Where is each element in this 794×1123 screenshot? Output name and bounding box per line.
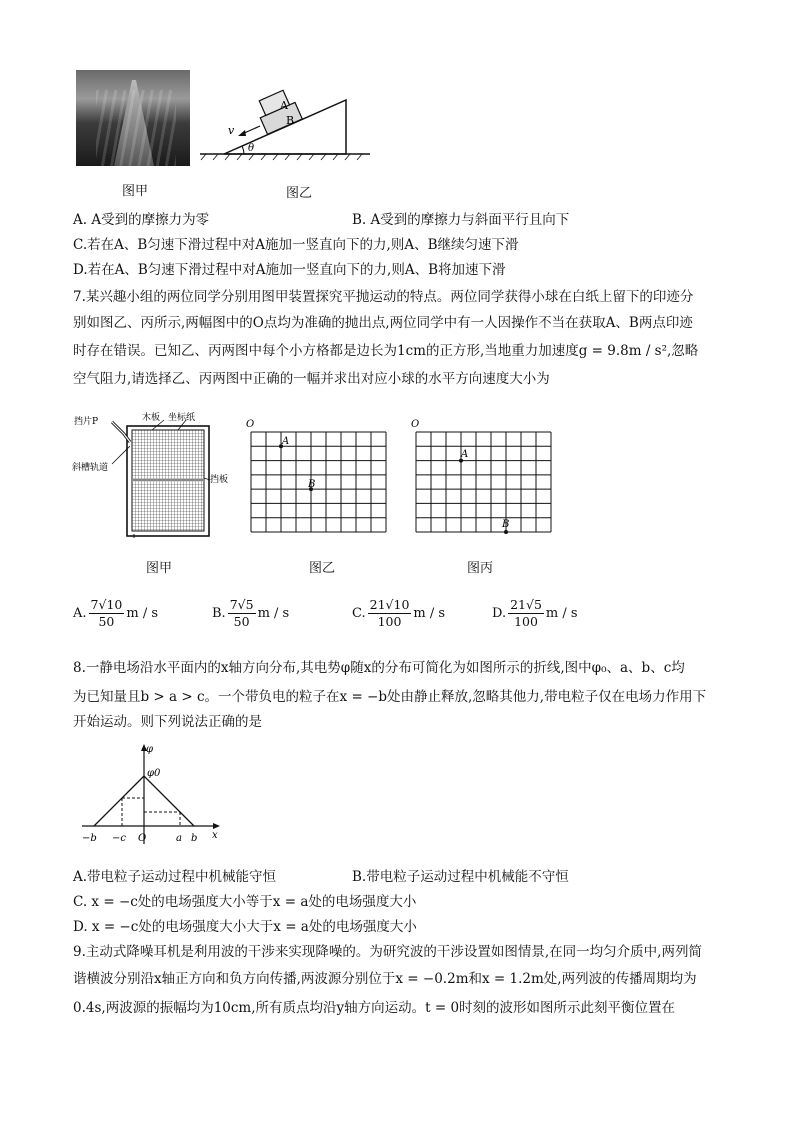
figure-caption-apparatus: 图甲 bbox=[146, 561, 173, 576]
figure-caption-grid-bing: 图丙 bbox=[467, 561, 494, 576]
phi-axis-label: φ bbox=[146, 744, 154, 755]
figure-caption-jia: 图甲 bbox=[122, 184, 149, 199]
grid-bing-origin-label: O bbox=[411, 419, 420, 430]
grid-bing-point-a-label: A bbox=[461, 449, 469, 460]
grid-figure-yi bbox=[244, 416, 394, 540]
q9-stem-line-3: 0.4s,两波源的振幅均为10cm,所有质点均沿y轴方向运动。t = 0时刻的波形如图所示此刻平衡位置在 bbox=[73, 1000, 676, 1016]
q6-option-b: B. A受到的摩擦力与斜面平行且向下 bbox=[352, 212, 570, 228]
q8-option-b: B.带电粒子运动过程中机械能不守恒 bbox=[352, 869, 569, 885]
baffle-p-label: 挡片P bbox=[74, 417, 99, 427]
grid-yi-point-b-label: B bbox=[308, 479, 316, 490]
q7-option-b: B. $\frac{7√5}{50}$ m / s bbox=[212, 597, 290, 629]
plate-label: 挡板 bbox=[210, 475, 229, 485]
figure-caption-grid-yi: 图乙 bbox=[309, 561, 336, 576]
q7-option-d: D. $\frac{21√5}{100}$ m / s bbox=[492, 597, 578, 629]
q9-stem-line-1: 9.主动式降噪耳机是利用波的干涉来实现降噪的。为研究波的干涉设置如图情景,在同一均匀介质中,两列简 bbox=[73, 944, 702, 960]
board-label: 木板 bbox=[142, 413, 161, 423]
grid-yi-origin-label: O bbox=[246, 419, 255, 430]
q7-option-a: A. $\frac{7√10}{50}$ m / s bbox=[73, 597, 159, 629]
q8-option-d: D. x = −c处的电场强度大小大于x = a处的电场强度大小 bbox=[73, 919, 417, 935]
q9-stem-line-2: 谐横波分别沿x轴正方向和负方向传播,两波源分别位于x = −0.2m和x = 1.2m处,两列波的传播周期均为 bbox=[73, 971, 697, 987]
apparatus-diagram bbox=[72, 412, 229, 542]
q8-stem-line-1: 8.一静电场沿水平面内的x轴方向分布,其电势φ随x的分布可简化为如图所示的折线,图中φ₀、a、b、c均 bbox=[73, 660, 685, 676]
q8-stem-line-2: 为已知量且b > a > c。一个带负电的粒子在x = −b处由静止释放,忽略其他力,带电粒子仅在电场力作用下 bbox=[73, 689, 707, 705]
q7-stem-line-2: 别如图乙、丙所示,两幅图中的O点均为准确的抛出点,两位同学中有一人因操作不当在获取A、B两点印迹 bbox=[73, 315, 693, 331]
grid-bing-point-b-label: B bbox=[502, 519, 510, 530]
q7-stem-line-1: 7.某兴趣小组的两位同学分别用图甲装置探究平抛运动的特点。两位同学获得小球在白纸上留下的印迹分 bbox=[73, 289, 694, 305]
q8-option-a: A.带电粒子运动过程中机械能守恒 bbox=[73, 869, 277, 885]
paper-label: 坐标纸 bbox=[168, 413, 196, 423]
q8-option-c: C. x = −c处的电场强度大小等于x = a处的电场强度大小 bbox=[73, 894, 417, 910]
q7-option-c: C. $\frac{21√10}{100}$ m / s bbox=[352, 597, 446, 629]
q6-option-a: A. A受到的摩擦力为零 bbox=[73, 212, 210, 228]
potential-graph bbox=[76, 740, 226, 848]
grid-figure-bing bbox=[409, 416, 559, 540]
photo-ramp-image bbox=[76, 70, 190, 166]
q7-stem-line-4: 空气阻力,请选择乙、丙两图中正确的一幅并求出对应小球的水平方向速度大小为 bbox=[73, 371, 550, 387]
track-label: 斜槽轨道 bbox=[72, 463, 109, 473]
q7-stem-line-3: 时存在错误。已知乙、丙两图中每个小方格都是边长为1cm的正方形,当地重力加速度g = 9.8m / s²,忽略 bbox=[73, 343, 699, 359]
a-label: a bbox=[176, 833, 182, 844]
q6-option-c: C.若在A、B匀速下滑过程中对A施加一竖直向下的力,则A、B继续匀速下滑 bbox=[73, 237, 519, 253]
theta-label: θ bbox=[248, 143, 255, 154]
origin-label: O bbox=[138, 833, 147, 844]
grid-yi-point-a-label: A bbox=[282, 436, 290, 447]
q8-stem-line-3: 开始运动。则下列说法正确的是 bbox=[73, 714, 262, 730]
figure-caption-yi: 图乙 bbox=[286, 186, 313, 201]
neg-b-label: −b bbox=[82, 833, 97, 844]
block-a-label: A bbox=[280, 99, 288, 112]
neg-c-label: −c bbox=[112, 833, 126, 844]
velocity-label: v bbox=[228, 124, 235, 137]
x-axis-label: x bbox=[212, 830, 218, 841]
block-b-label: B bbox=[286, 114, 295, 127]
incline-diagram bbox=[196, 80, 376, 162]
phi0-label: φ0 bbox=[147, 768, 161, 779]
q6-option-d: D.若在A、B匀速下滑过程中对A施加一竖直向下的力,则A、B将加速下滑 bbox=[73, 262, 506, 278]
b-label: b bbox=[191, 833, 198, 844]
